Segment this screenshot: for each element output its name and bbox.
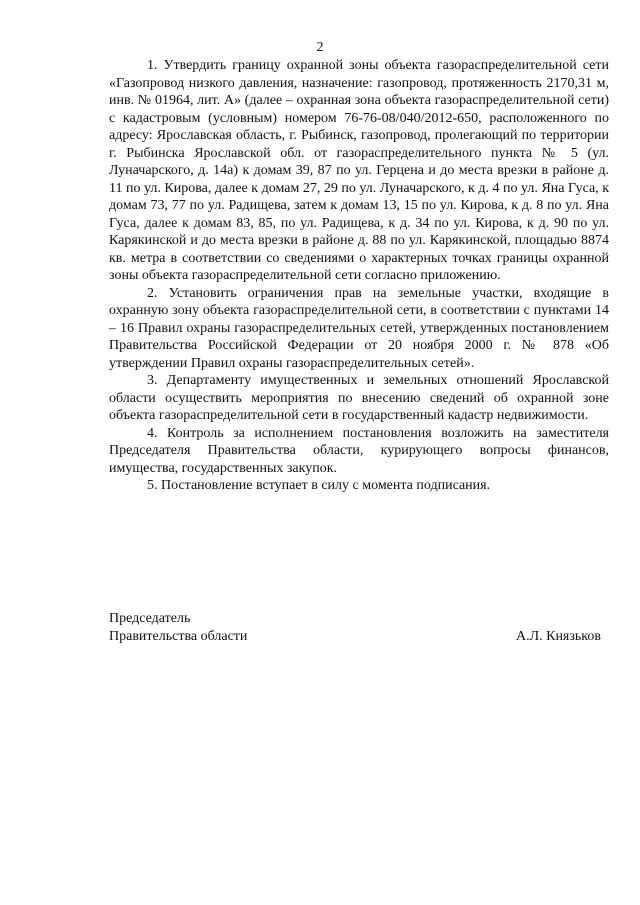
paragraph-4: 4. Контроль за исполнением постановления возложить на заместителя Председателя Правительства области, курирующего вопросы финансов, имущества, государственных закупок. — [109, 425, 609, 476]
signature-row — [109, 628, 609, 646]
signatory-title-line-2: Правительства области — [109, 628, 248, 644]
page-number: 2 — [316, 40, 324, 55]
paragraph-3: 3. Департаменту имущественных и земельных отношений Ярославской области осуществить мероприятия по внесению сведений об охранной зоне объекта газораспределительной сети в государственный кадастр недвижимости. — [109, 373, 609, 423]
signatory-name: А.Л. Князьков — [516, 628, 601, 644]
signature-block — [109, 610, 609, 645]
paragraph-5: 5. Постановление вступает в силу с момента подписания. — [147, 478, 491, 493]
paragraph-2: 2. Установить ограничения прав на земельные участки, входящие в охранную зону объекта газораспределительной сети, в соответствии с пунктами 14 – 16 Правил охраны газораспределительных сетей, утвержденных постановлением Правительства Российской Федерации от 20 ноября 2000 г. № 878 «Об утверждении Правил охраны газораспределительных сетей». — [109, 285, 609, 371]
paragraph-1: 1. Утвердить границу охранной зоны объекта газораспределительной сети «Газопровод низкого давления, назначение: газопровод, протяженность 2170,31 м, инв. № 01964, лит. А» (далее – охранная зона объекта газораспределительной сети) с кадастровым (условным) номером 76-76-08/040/2012-650, расположенного по адресу: Ярославская область, г. Рыбинск, газопровод, пролегающий по территории г. Рыбинска Ярославской обл. от газораспределительного пункта № 5 (ул. Луначарского, д. 14а) к домам 39, 87 по ул. Герцена и до места врезки в районе д. 11 по ул. Кирова, далее к домам 27, 29 по ул. Луначарского, к д. 4 по ул. Яна Гуса, к домам 73, 77 по ул. Радищева, затем к домам 13, 15 по ул. Кирова, к д. 8 по ул. Яна Гуса, далее к домам 83, 85, по ул. Радищева, к д. 34 по ул. Кирова, к д. 90 по ул. Карякинской и до места врезки в районе д. 88 по ул. Карякинской, площадью 8874 кв. метра в соответствии со сведениями о характерных точках границы охранной зоны объекта газораспределительной сети согласно приложению. — [109, 58, 609, 283]
signatory-title-line-1: Председатель — [109, 611, 191, 626]
document-body — [109, 57, 609, 495]
